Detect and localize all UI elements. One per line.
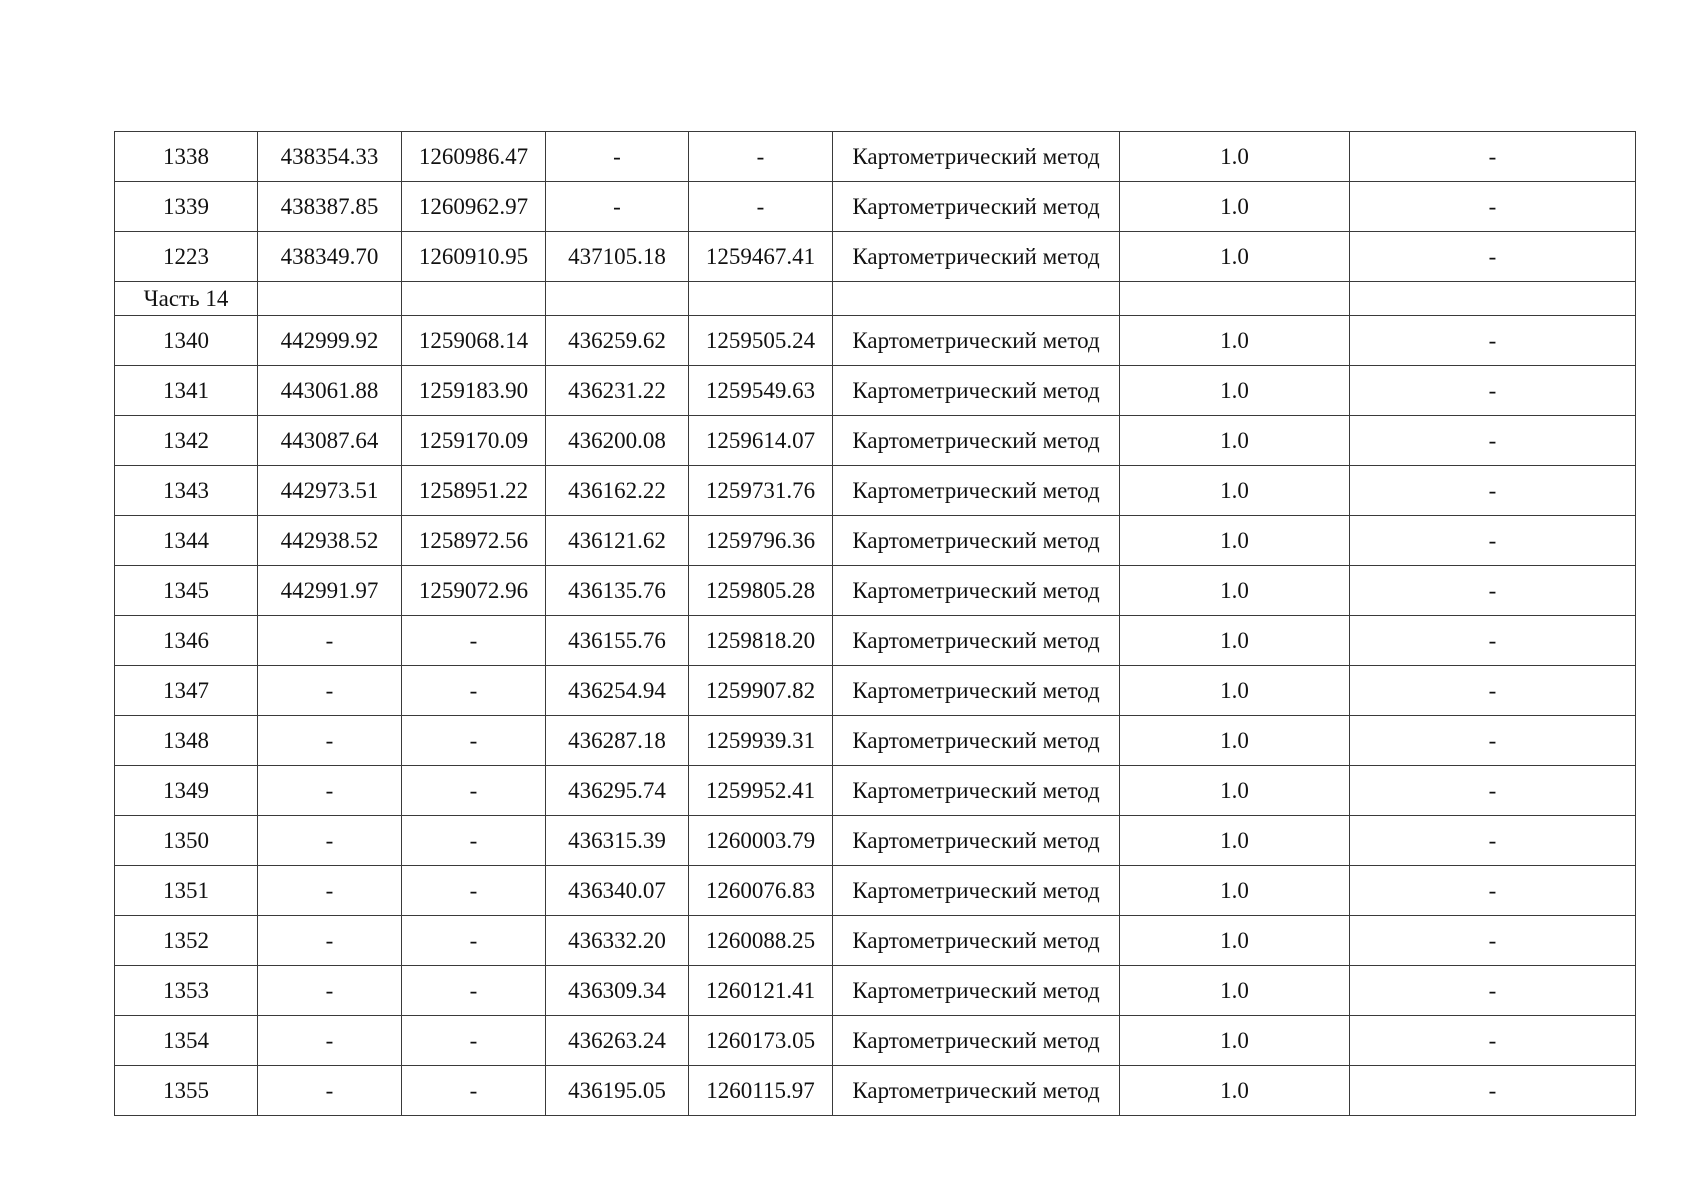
- empty-cell: [833, 282, 1120, 316]
- y-old-cell: -: [402, 1066, 546, 1116]
- method-cell: Картометрический метод: [833, 566, 1120, 616]
- table-row: [115, 916, 1636, 966]
- x-new-cell: 436121.62: [546, 516, 689, 566]
- accuracy-cell: 1.0: [1120, 716, 1350, 766]
- y-old-cell: 1259072.96: [402, 566, 546, 616]
- x-old-cell: -: [258, 866, 402, 916]
- table-row: [115, 666, 1636, 716]
- y-new-cell: 1259952.41: [689, 766, 833, 816]
- y-new-cell: 1259731.76: [689, 466, 833, 516]
- x-new-cell: 436332.20: [546, 916, 689, 966]
- y-new-cell: 1260003.79: [689, 816, 833, 866]
- method-cell: Картометрический метод: [833, 516, 1120, 566]
- y-old-cell: -: [402, 916, 546, 966]
- description-cell: -: [1350, 816, 1636, 866]
- accuracy-cell: 1.0: [1120, 766, 1350, 816]
- x-old-cell: -: [258, 916, 402, 966]
- point-number-cell: 1351: [115, 866, 258, 916]
- x-old-cell: 443087.64: [258, 416, 402, 466]
- x-old-cell: -: [258, 616, 402, 666]
- y-new-cell: 1259549.63: [689, 366, 833, 416]
- accuracy-cell: 1.0: [1120, 1066, 1350, 1116]
- description-cell: -: [1350, 232, 1636, 282]
- x-new-cell: 436295.74: [546, 766, 689, 816]
- x-new-cell: 436162.22: [546, 466, 689, 516]
- table-row: [115, 366, 1636, 416]
- accuracy-cell: 1.0: [1120, 182, 1350, 232]
- description-cell: -: [1350, 1066, 1636, 1116]
- y-old-cell: 1259183.90: [402, 366, 546, 416]
- table-row: [115, 516, 1636, 566]
- description-cell: -: [1350, 666, 1636, 716]
- accuracy-cell: 1.0: [1120, 316, 1350, 366]
- method-cell: Картометрический метод: [833, 666, 1120, 716]
- table-row: [115, 132, 1636, 182]
- table-row: [115, 616, 1636, 666]
- y-old-cell: -: [402, 966, 546, 1016]
- y-new-cell: 1260173.05: [689, 1016, 833, 1066]
- x-new-cell: 436309.34: [546, 966, 689, 1016]
- accuracy-cell: 1.0: [1120, 966, 1350, 1016]
- x-new-cell: 436135.76: [546, 566, 689, 616]
- x-new-cell: -: [546, 132, 689, 182]
- accuracy-cell: 1.0: [1120, 666, 1350, 716]
- x-old-cell: 442973.51: [258, 466, 402, 516]
- y-old-cell: -: [402, 666, 546, 716]
- y-new-cell: 1260076.83: [689, 866, 833, 916]
- table-row: [115, 416, 1636, 466]
- method-cell: Картометрический метод: [833, 866, 1120, 916]
- accuracy-cell: 1.0: [1120, 366, 1350, 416]
- x-new-cell: 436263.24: [546, 1016, 689, 1066]
- table-row: [115, 716, 1636, 766]
- empty-cell: [402, 282, 546, 316]
- empty-cell: [1350, 282, 1636, 316]
- accuracy-cell: 1.0: [1120, 416, 1350, 466]
- x-old-cell: 438387.85: [258, 182, 402, 232]
- accuracy-cell: 1.0: [1120, 566, 1350, 616]
- point-number-cell: 1338: [115, 132, 258, 182]
- accuracy-cell: 1.0: [1120, 132, 1350, 182]
- description-cell: -: [1350, 466, 1636, 516]
- y-old-cell: 1258951.22: [402, 466, 546, 516]
- x-new-cell: 436259.62: [546, 316, 689, 366]
- description-cell: -: [1350, 766, 1636, 816]
- x-old-cell: -: [258, 666, 402, 716]
- y-new-cell: 1259805.28: [689, 566, 833, 616]
- description-cell: -: [1350, 566, 1636, 616]
- y-old-cell: -: [402, 866, 546, 916]
- method-cell: Картометрический метод: [833, 916, 1120, 966]
- point-number-cell: 1354: [115, 1016, 258, 1066]
- point-number-cell: 1353: [115, 966, 258, 1016]
- description-cell: -: [1350, 866, 1636, 916]
- accuracy-cell: 1.0: [1120, 466, 1350, 516]
- y-old-cell: -: [402, 1016, 546, 1066]
- point-number-cell: 1347: [115, 666, 258, 716]
- method-cell: Картометрический метод: [833, 466, 1120, 516]
- accuracy-cell: 1.0: [1120, 916, 1350, 966]
- y-new-cell: 1259467.41: [689, 232, 833, 282]
- x-old-cell: 443061.88: [258, 366, 402, 416]
- y-old-cell: 1260962.97: [402, 182, 546, 232]
- description-cell: -: [1350, 716, 1636, 766]
- point-number-cell: 1339: [115, 182, 258, 232]
- point-number-cell: 1342: [115, 416, 258, 466]
- table-row: [115, 316, 1636, 366]
- table-row: [115, 1016, 1636, 1066]
- x-old-cell: -: [258, 716, 402, 766]
- point-number-cell: 1223: [115, 232, 258, 282]
- y-old-cell: 1259170.09: [402, 416, 546, 466]
- x-old-cell: 438349.70: [258, 232, 402, 282]
- table-row: [115, 466, 1636, 516]
- description-cell: -: [1350, 966, 1636, 1016]
- y-old-cell: 1260910.95: [402, 232, 546, 282]
- description-cell: -: [1350, 516, 1636, 566]
- x-old-cell: 442938.52: [258, 516, 402, 566]
- y-new-cell: 1260115.97: [689, 1066, 833, 1116]
- method-cell: Картометрический метод: [833, 766, 1120, 816]
- y-new-cell: 1259505.24: [689, 316, 833, 366]
- table-row: [115, 816, 1636, 866]
- method-cell: Картометрический метод: [833, 182, 1120, 232]
- method-cell: Картометрический метод: [833, 1016, 1120, 1066]
- accuracy-cell: 1.0: [1120, 1016, 1350, 1066]
- point-number-cell: 1340: [115, 316, 258, 366]
- point-number-cell: 1343: [115, 466, 258, 516]
- method-cell: Картометрический метод: [833, 132, 1120, 182]
- accuracy-cell: 1.0: [1120, 866, 1350, 916]
- method-cell: Картометрический метод: [833, 416, 1120, 466]
- x-new-cell: 436315.39: [546, 816, 689, 866]
- accuracy-cell: 1.0: [1120, 516, 1350, 566]
- table-row: [115, 766, 1636, 816]
- y-new-cell: 1260121.41: [689, 966, 833, 1016]
- x-new-cell: 436155.76: [546, 616, 689, 666]
- y-new-cell: 1259939.31: [689, 716, 833, 766]
- y-new-cell: -: [689, 132, 833, 182]
- description-cell: -: [1350, 132, 1636, 182]
- table-row: [115, 566, 1636, 616]
- point-number-cell: 1349: [115, 766, 258, 816]
- table-row: [115, 1066, 1636, 1116]
- description-cell: -: [1350, 316, 1636, 366]
- y-new-cell: -: [689, 182, 833, 232]
- y-new-cell: 1259614.07: [689, 416, 833, 466]
- x-new-cell: -: [546, 182, 689, 232]
- x-old-cell: 438354.33: [258, 132, 402, 182]
- method-cell: Картометрический метод: [833, 616, 1120, 666]
- description-cell: -: [1350, 182, 1636, 232]
- x-old-cell: -: [258, 1016, 402, 1066]
- empty-cell: [1120, 282, 1350, 316]
- y-new-cell: 1259796.36: [689, 516, 833, 566]
- x-old-cell: -: [258, 766, 402, 816]
- description-cell: -: [1350, 916, 1636, 966]
- x-new-cell: 436340.07: [546, 866, 689, 916]
- y-new-cell: 1260088.25: [689, 916, 833, 966]
- method-cell: Картометрический метод: [833, 1066, 1120, 1116]
- table-row: [115, 866, 1636, 916]
- y-old-cell: -: [402, 616, 546, 666]
- point-number-cell: 1345: [115, 566, 258, 616]
- x-new-cell: 436254.94: [546, 666, 689, 716]
- table-row: [115, 182, 1636, 232]
- method-cell: Картометрический метод: [833, 816, 1120, 866]
- accuracy-cell: 1.0: [1120, 616, 1350, 666]
- empty-cell: [689, 282, 833, 316]
- y-new-cell: 1259907.82: [689, 666, 833, 716]
- part-label: Часть 14: [115, 282, 258, 316]
- x-old-cell: -: [258, 816, 402, 866]
- y-old-cell: 1258972.56: [402, 516, 546, 566]
- accuracy-cell: 1.0: [1120, 816, 1350, 866]
- empty-cell: [546, 282, 689, 316]
- x-old-cell: 442999.92: [258, 316, 402, 366]
- x-old-cell: -: [258, 1066, 402, 1116]
- point-number-cell: 1350: [115, 816, 258, 866]
- x-new-cell: 437105.18: [546, 232, 689, 282]
- method-cell: Картометрический метод: [833, 966, 1120, 1016]
- y-old-cell: -: [402, 816, 546, 866]
- point-number-cell: 1348: [115, 716, 258, 766]
- point-number-cell: 1352: [115, 916, 258, 966]
- part-header-row: [115, 282, 1636, 316]
- accuracy-cell: 1.0: [1120, 232, 1350, 282]
- x-new-cell: 436195.05: [546, 1066, 689, 1116]
- point-number-cell: 1346: [115, 616, 258, 666]
- y-new-cell: 1259818.20: [689, 616, 833, 666]
- x-new-cell: 436231.22: [546, 366, 689, 416]
- description-cell: -: [1350, 1016, 1636, 1066]
- description-cell: -: [1350, 416, 1636, 466]
- table-body: [115, 132, 1636, 1116]
- y-old-cell: 1260986.47: [402, 132, 546, 182]
- coordinates-table: [114, 131, 1636, 1116]
- x-new-cell: 436200.08: [546, 416, 689, 466]
- empty-cell: [258, 282, 402, 316]
- method-cell: Картометрический метод: [833, 716, 1120, 766]
- x-new-cell: 436287.18: [546, 716, 689, 766]
- x-old-cell: -: [258, 966, 402, 1016]
- table-row: [115, 232, 1636, 282]
- point-number-cell: 1344: [115, 516, 258, 566]
- table-row: [115, 966, 1636, 1016]
- method-cell: Картометрический метод: [833, 366, 1120, 416]
- method-cell: Картометрический метод: [833, 316, 1120, 366]
- y-old-cell: -: [402, 766, 546, 816]
- description-cell: -: [1350, 366, 1636, 416]
- description-cell: -: [1350, 616, 1636, 666]
- x-old-cell: 442991.97: [258, 566, 402, 616]
- point-number-cell: 1341: [115, 366, 258, 416]
- y-old-cell: 1259068.14: [402, 316, 546, 366]
- y-old-cell: -: [402, 716, 546, 766]
- point-number-cell: 1355: [115, 1066, 258, 1116]
- method-cell: Картометрический метод: [833, 232, 1120, 282]
